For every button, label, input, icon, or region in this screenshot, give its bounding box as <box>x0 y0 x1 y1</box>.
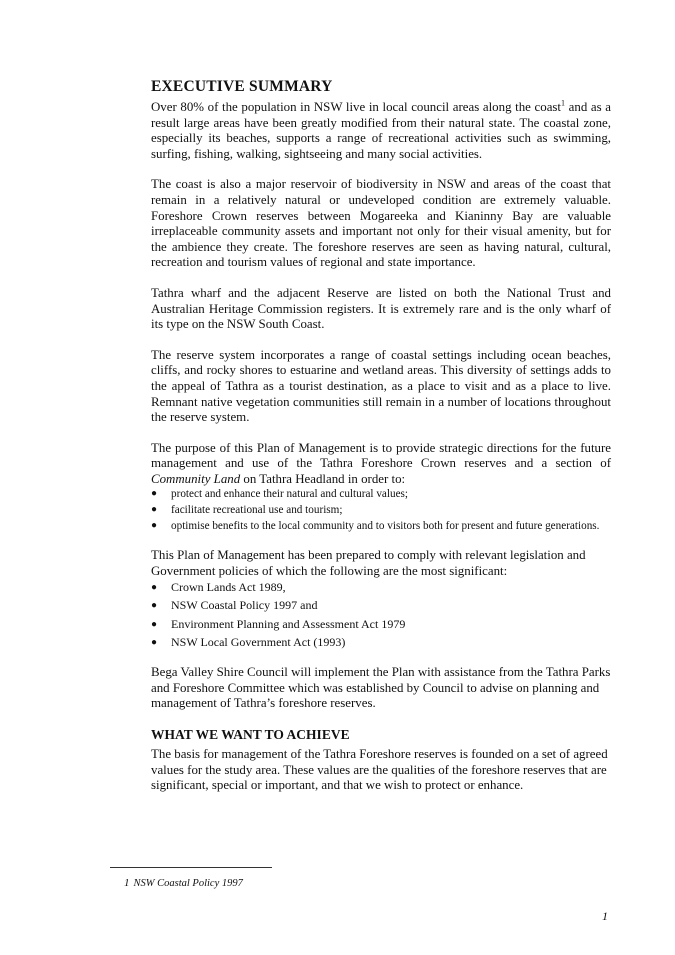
paragraph-5-text-b: on Tathra Headland in order to: <box>240 471 406 486</box>
legislation-list <box>151 580 611 651</box>
paragraph-7: Bega Valley Shire Council will implement the Plan with assistance from the Tathra Parks and Foreshore Committee which was established by Council to advise on planning and management of Tathra’s foreshore reserves. <box>151 665 611 711</box>
footnote-text: NSW Coastal Policy 1997 <box>133 878 243 889</box>
paragraph-3: Tathra wharf and the adjacent Reserve are listed on both the National Trust and Australian Heritage Commission registers. It is extremely rare and is the only wharf of its type on the NSW South Coast. <box>151 285 611 332</box>
bullet-icon: ● <box>151 637 158 649</box>
paragraph-5-text-a: The purpose of this Plan of Management is to provide strategic directions for the future management and use of the Tathra Foreshore Crown reserves and a section of <box>151 440 611 471</box>
list-item-text: facilitate recreational use and tourism; <box>171 504 343 517</box>
paragraph-2: The coast is also a major reservoir of biodiversity in NSW and areas of the coast that remain in a relatively natural or undeveloped condition are extremely valuable. Foreshore Crown reserves between Mogareeka and Kianinny Bay are valuable irreplaceable community assets and important not only for their visual amenity, but for the ambience they create. The foreshore reserves are seen as having natural, cultural, recreation and tourism values of regional and state importance. <box>151 177 611 270</box>
bullet-icon: ● <box>151 581 158 593</box>
paragraph-5 <box>151 441 611 488</box>
footnote-number: 1 <box>124 877 130 889</box>
footnote-divider <box>110 867 272 868</box>
bullet-icon: ● <box>151 504 158 516</box>
paragraph-1-text-b: and as a result large areas have been greatly modified from their natural state. The coastal zone, especially its beaches, supports a range of recreational activities such as swimming, surfing, fishing, walking, sightseeing and many social activities. <box>151 100 611 161</box>
page-number: 1 <box>602 909 608 923</box>
paragraph-6: This Plan of Management has been prepared to comply with relevant legislation and Government policies of which the following are the most significant: <box>151 548 586 579</box>
list-item <box>151 617 611 632</box>
list-item-text: optimise benefits to the local community and to visitors both for present and future generations. <box>171 520 600 533</box>
paragraph-1-text-a: Over 80% of the population in NSW live in local council areas along the coast <box>151 100 562 114</box>
list-item-text: Crown Lands Act 1989, <box>171 579 286 594</box>
list-item <box>151 487 611 501</box>
footnote-ref: 1 <box>561 98 566 108</box>
paragraph-4: The reserve system incorporates a range of coastal settings including ocean beaches, cliffs, and rocky shores to estuarine and wetland areas. This diversity of settings adds to the appeal of Tathra as a tourist destination, as a place to visit and as a place to live. Remnant native vegetation communities still remain in a number of locations throughout the reserve system. <box>151 347 611 425</box>
paragraph-5-italic: Community Land <box>151 471 241 486</box>
list-item <box>151 503 611 517</box>
paragraph-1 <box>151 100 611 162</box>
list-item <box>151 635 611 650</box>
list-item-text: protect and enhance their natural and cultural values; <box>171 488 409 501</box>
bullet-icon: ● <box>151 618 158 630</box>
list-item <box>151 598 611 613</box>
heading-what-we-want-to-achieve: WHAT WE WANT TO ACHIEVE <box>151 726 350 742</box>
bullet-icon: ● <box>151 600 158 612</box>
footnote <box>124 877 243 889</box>
bullet-icon: ● <box>151 488 158 500</box>
purpose-list <box>151 487 611 533</box>
list-item-text: Environment Planning and Assessment Act 1979 <box>171 616 406 631</box>
paragraph-8: The basis for management of the Tathra Foreshore reserves is founded on a set of agreed values for the study area. These values are the qualities of the foreshore reserves that are significant, special or important, and that we wish to protect or enhance. <box>151 746 608 793</box>
document-body <box>151 78 611 809</box>
bullet-icon: ● <box>151 520 158 532</box>
list-item-text: NSW Local Government Act (1993) <box>171 635 346 650</box>
list-item <box>151 580 611 595</box>
list-item <box>151 519 611 533</box>
heading-executive-summary: EXECUTIVE SUMMARY <box>151 78 333 95</box>
list-item-text: NSW Coastal Policy 1997 and <box>171 598 318 613</box>
